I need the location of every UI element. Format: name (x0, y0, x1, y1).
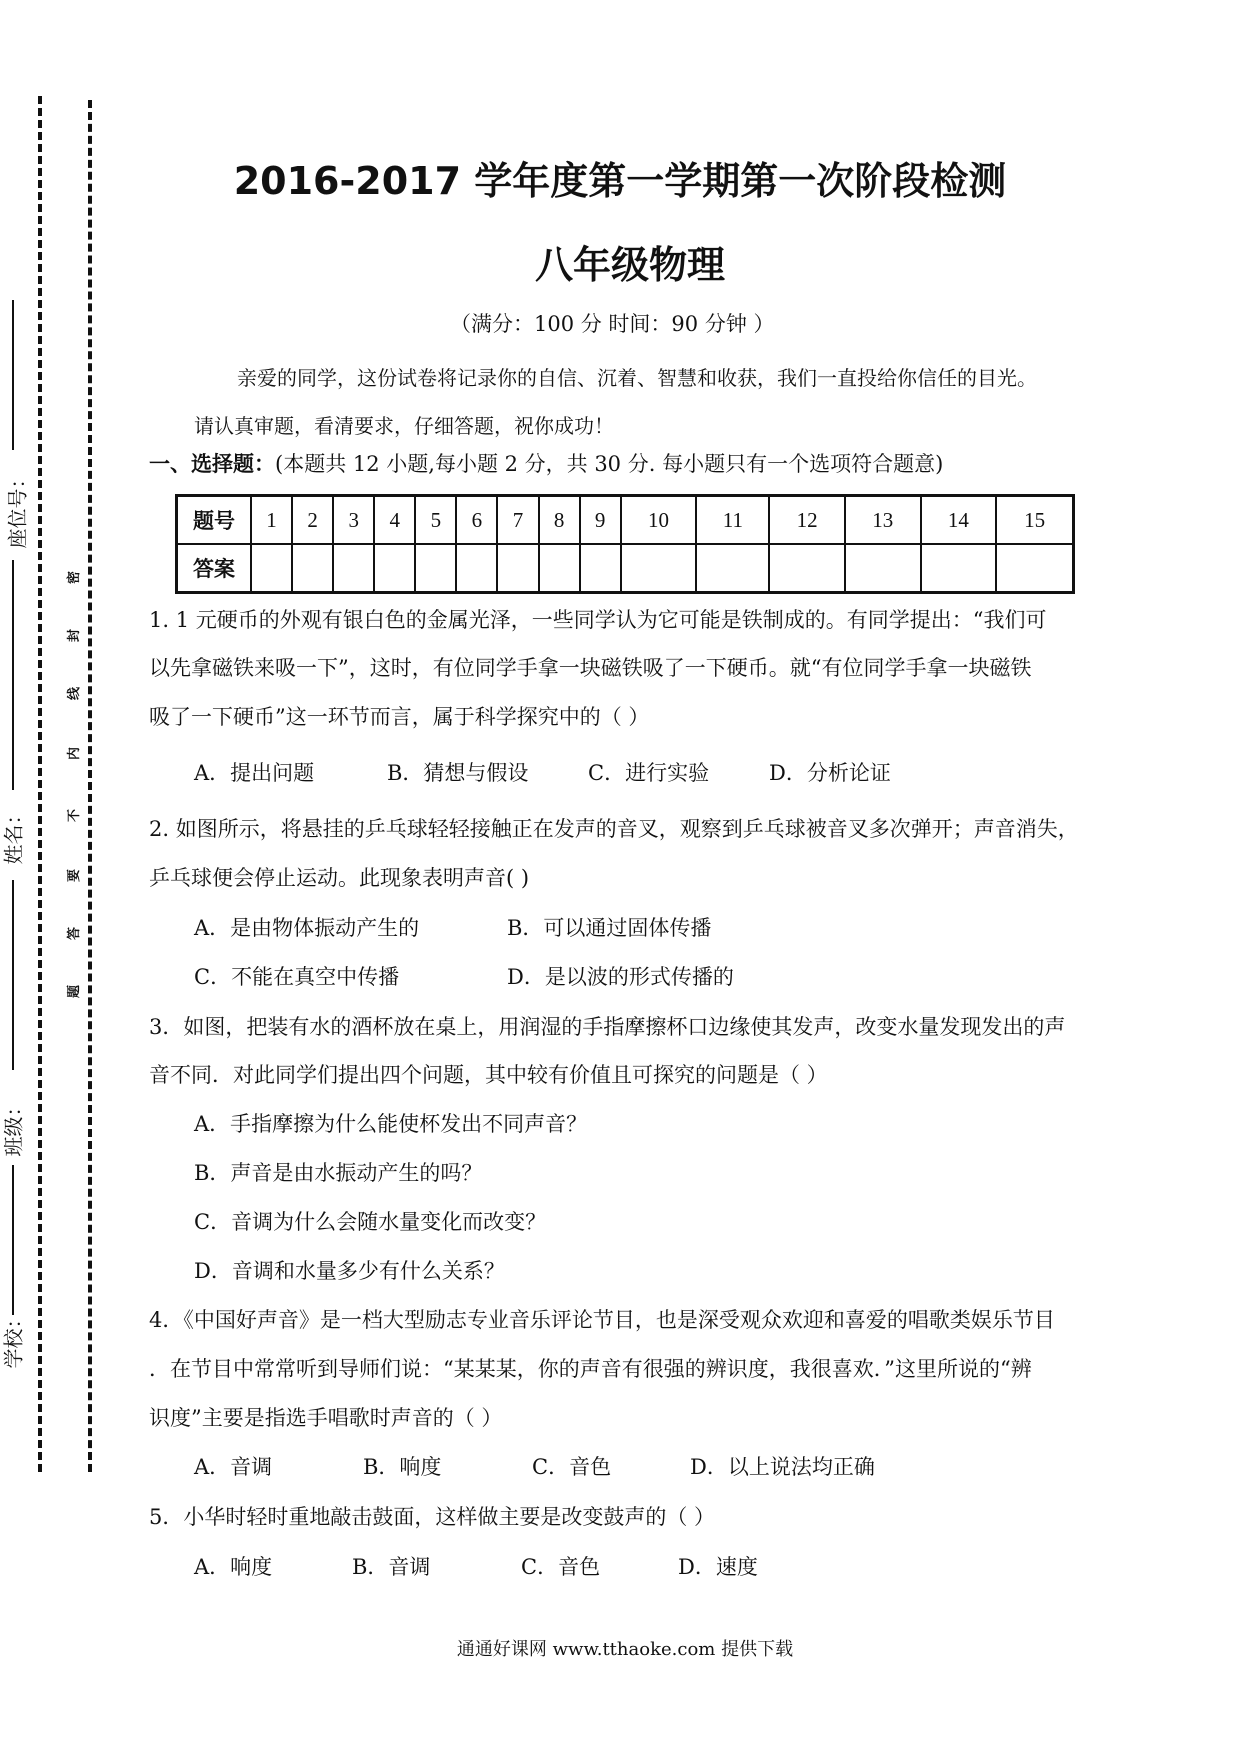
question-5-option-a: A．响度 (194, 1555, 273, 1579)
seal-char: 内 (67, 746, 83, 761)
question-4-line: ．在节目中常常听到导师们说：“某某某，你的声音有很强的辨识度，我很喜欢．”这里所说的“辨 (149, 1357, 1032, 1381)
seal-char: 线 (67, 686, 83, 701)
table-header-number: 题号 (177, 496, 252, 545)
question-2-option-d: D．是以波的形式传播的 (507, 965, 734, 989)
intro-line-1: 亲爱的同学，这份试卷将记录你的自信、沉着、智慧和收获，我们一直投给你信任的目光。 (237, 366, 1037, 390)
question-number: 7 (497, 496, 538, 545)
section-desc: (本题共 12 小题,每小题 2 分，共 30 分. 每小题只有一个选项符合题意) (275, 452, 944, 476)
answer-cell[interactable] (374, 544, 415, 593)
question-4-option-b: B．响度 (363, 1455, 442, 1479)
question-number: 5 (415, 496, 456, 545)
question-4-option-d: D．以上说法均正确 (690, 1455, 875, 1479)
question-2-option-b: B．可以通过固体传播 (507, 916, 712, 940)
section-label: 一、选择题： (149, 452, 275, 476)
page-footer: 通通好课网 www.tthaoke.com 提供下载 (456, 1639, 794, 1660)
question-number: 13 (845, 496, 921, 545)
answer-cell[interactable] (845, 544, 921, 593)
table-row-answers (177, 544, 1074, 593)
question-number: 12 (769, 496, 845, 545)
question-3-option-c: C．音调为什么会随水量变化而改变？ (194, 1210, 547, 1234)
answer-cell[interactable] (580, 544, 621, 593)
answer-cell[interactable] (497, 544, 538, 593)
question-number: 9 (580, 496, 621, 545)
exam-meta: （满分：100 分 时间：90 分钟 ） (450, 312, 775, 336)
answer-cell[interactable] (996, 544, 1073, 593)
question-1-option-d: D．分析论证 (769, 761, 891, 785)
answer-cell[interactable] (333, 544, 374, 593)
answer-cell[interactable] (415, 544, 456, 593)
seal-char: 题 (67, 984, 83, 999)
answer-cell[interactable] (539, 544, 580, 593)
question-number: 4 (374, 496, 415, 545)
question-2-line: 2. 如图所示，将悬挂的乒乓球轻轻接触正在发声的音叉，观察到乒乓球被音叉多次弹开；声音消失， (149, 817, 1079, 841)
field-line-seat (12, 300, 14, 450)
question-5-option-d: D．速度 (678, 1555, 758, 1579)
page-title: 2016-2017 学年度第一学期第一次阶段检测 (233, 159, 1007, 203)
question-number: 11 (696, 496, 769, 545)
answer-table (175, 494, 1075, 594)
answer-cell[interactable] (769, 544, 845, 593)
question-1-line: 1. 1 元硬币的外观有银白色的金属光泽，一些同学认为它可能是铁制成的。有同学提出：“我们可 (149, 608, 1047, 632)
question-number: 1 (251, 496, 292, 545)
question-4-line: 识度”主要是指选手唱歌时声音的（ ） (149, 1406, 503, 1430)
table-row-numbers (177, 496, 1074, 545)
question-number: 8 (539, 496, 580, 545)
seal-char: 密 (67, 570, 83, 585)
answer-cell[interactable] (696, 544, 769, 593)
question-5-line: 5．小华时轻时重地敲击鼓面，这样做主要是改变鼓声的（ ） (149, 1505, 716, 1529)
table-header-answer: 答案 (177, 544, 252, 593)
field-label-seat: 座位号： (5, 468, 30, 549)
question-3-line: 3．如图，把装有水的酒杯放在桌上，用润湿的手指摩擦杯口边缘使其发声，改变水量发现发出的声 (149, 1015, 1066, 1039)
seal-char: 要 (67, 868, 83, 883)
field-label-class: 班级： (1, 1096, 26, 1157)
question-number: 2 (292, 496, 333, 545)
field-line-name (12, 560, 14, 790)
answer-cell[interactable] (621, 544, 697, 593)
field-line-school (12, 1165, 14, 1315)
answer-cell[interactable] (251, 544, 292, 593)
field-line-class (12, 880, 14, 1070)
question-3-option-d: D．音调和水量多少有什么关系？ (194, 1259, 505, 1283)
question-3-option-a: A．手指摩擦为什么能使杯发出不同声音？ (194, 1112, 588, 1136)
question-number: 14 (921, 496, 997, 545)
question-3-option-b: B．声音是由水振动产生的吗？ (194, 1161, 483, 1185)
seal-char: 封 (67, 628, 83, 643)
question-1-line: 以先拿磁铁来吸一下”，这时，有位同学手拿一块磁铁吸了一下硬币。就“有位同学手拿一块磁铁 (149, 656, 1032, 680)
question-1-option-b: B．猜想与假设 (387, 761, 529, 785)
field-label-school: 学校： (1, 1308, 26, 1369)
answer-cell[interactable] (292, 544, 333, 593)
question-4-option-a: A．音调 (194, 1455, 273, 1479)
question-1-option-a: A．提出问题 (194, 761, 315, 785)
question-number: 3 (333, 496, 374, 545)
question-4-line: 4．《中国好声音》是一档大型励志专业音乐评论节目，也是深受观众欢迎和喜爱的唱歌类娱乐节目 (149, 1308, 1055, 1332)
question-1-option-c: C．进行实验 (588, 761, 710, 785)
intro-line-2: 请认真审题，看清要求，仔细答题，祝你成功！ (194, 414, 614, 438)
question-number: 15 (996, 496, 1073, 545)
question-2-line: 乒乓球便会停止运动。此现象表明声音( ) (149, 866, 530, 890)
question-5-option-b: B．音调 (352, 1555, 431, 1579)
question-4-option-c: C．音色 (532, 1455, 612, 1479)
page-subtitle: 八年级物理 (534, 243, 725, 287)
binding-line-inner (88, 100, 92, 1472)
answer-cell[interactable] (456, 544, 497, 593)
question-2-option-a: A．是由物体振动产生的 (194, 916, 420, 940)
binding-line-outer (38, 96, 42, 1472)
seal-char: 答 (67, 926, 83, 941)
question-2-option-c: C．不能在真空中传播 (194, 965, 400, 989)
question-number: 6 (456, 496, 497, 545)
field-label-name: 姓名： (1, 804, 26, 865)
question-3-line: 音不同．对此同学们提出四个问题，其中较有价值且可探究的问题是（ ） (149, 1063, 828, 1087)
answer-cell[interactable] (921, 544, 997, 593)
question-5-option-c: C．音色 (521, 1555, 601, 1579)
section-heading (149, 452, 943, 476)
question-1-line: 吸了一下硬币”这一环节而言，属于科学探究中的（ ） (149, 705, 650, 729)
question-number: 10 (621, 496, 697, 545)
seal-char: 不 (67, 808, 83, 823)
